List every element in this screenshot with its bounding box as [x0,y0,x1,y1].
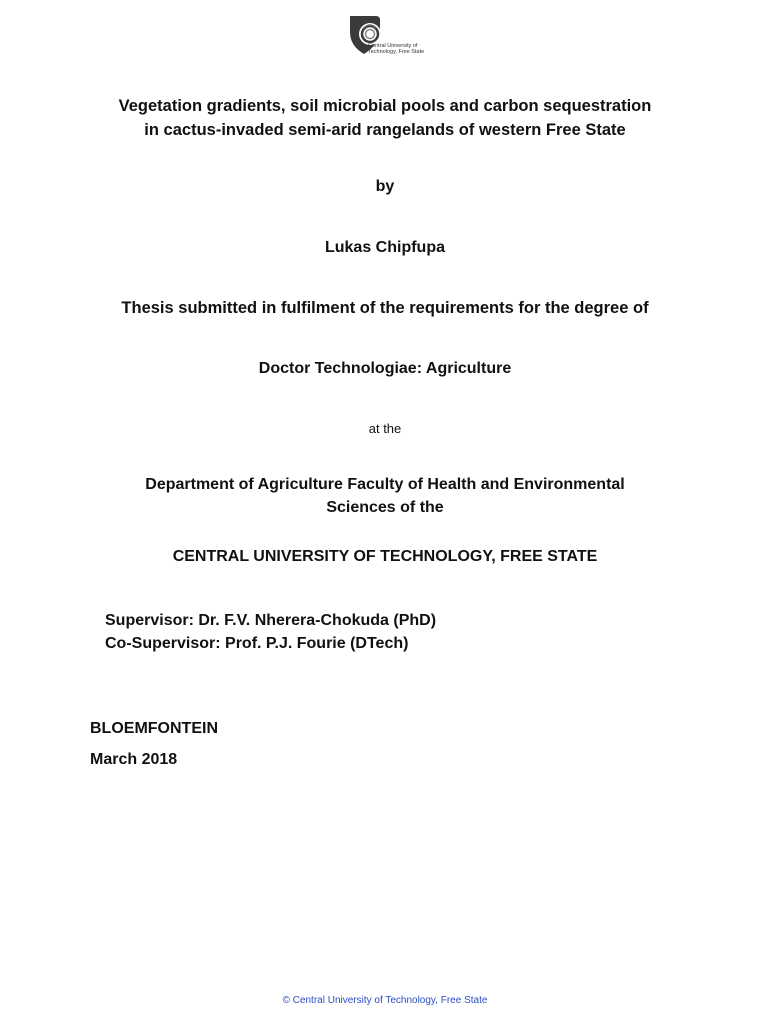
copyright-footer[interactable]: © Central University of Technology, Free State [282,995,488,1006]
title-line-1: Vegetation gradients, soil microbial pools and carbon sequestration [118,97,652,115]
thesis-title [0,94,770,142]
at-the-label: at the [368,421,402,436]
logo-line-2: Technology, Free State [368,49,425,55]
title-line-2: in cactus-invaded semi-arid rangelands of western Free State [144,121,626,139]
co-supervisor: Co-Supervisor: Prof. P.J. Fourie (DTech) [105,635,409,652]
place-date-block [90,713,218,775]
supervisors-block [105,609,436,655]
supervisor: Supervisor: Dr. F.V. Nherera-Chokuda (PhD) [105,612,437,629]
department-line-1: Department of Agriculture Faculty of Health and Environmental [145,476,625,493]
department-line-2: Sciences of the [326,499,444,516]
logo-wordmark [368,43,424,55]
university-logo [346,14,426,60]
degree-name: Doctor Technologiae: Agriculture [258,360,512,377]
logo-line-1: Central University of [368,43,418,49]
city: BLOEMFONTEIN [90,720,218,737]
submission-date: March 2018 [90,751,178,768]
university-name: CENTRAL UNIVERSITY OF TECHNOLOGY, FREE STATE [172,548,598,565]
department [0,473,770,519]
by-label: by [375,178,395,195]
submission-statement: Thesis submitted in fulfilment of the requirements for the degree of [121,299,649,317]
author-name: Lukas Chipfupa [324,239,445,256]
